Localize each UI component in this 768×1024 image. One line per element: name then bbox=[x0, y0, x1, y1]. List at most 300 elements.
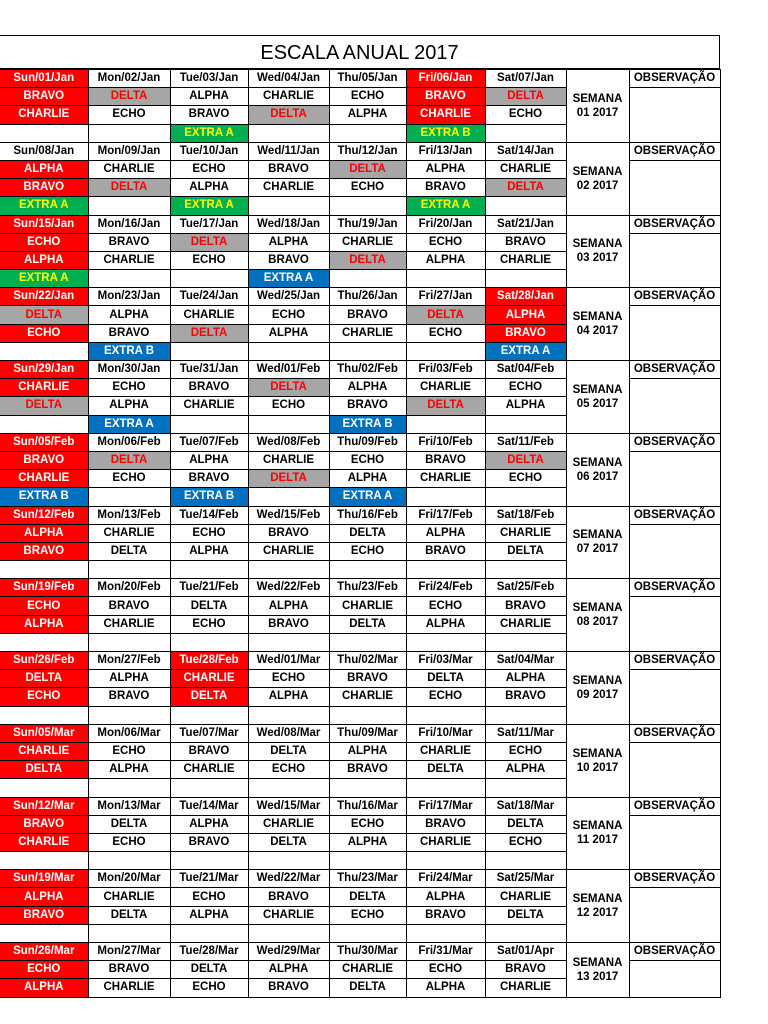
shift-cell: ECHO bbox=[248, 761, 329, 779]
day-header-cell: Tue/28/Mar bbox=[170, 943, 248, 961]
shift-cell: BRAVO bbox=[248, 615, 329, 633]
day-header-cell: Sat/14/Jan bbox=[485, 142, 566, 160]
shift-cell: ECHO bbox=[329, 179, 406, 197]
shift-cell: ALPHA bbox=[0, 160, 88, 178]
extra-cell bbox=[329, 633, 406, 651]
day-header-cell: Fri/24/Mar bbox=[406, 870, 485, 888]
shift-cell: CHARLIE bbox=[170, 670, 248, 688]
shift-cell: BRAVO bbox=[485, 324, 566, 342]
shift-cell: CHARLIE bbox=[248, 906, 329, 924]
shift-cell: DELTA bbox=[170, 688, 248, 706]
day-header-cell: Tue/21/Mar bbox=[170, 870, 248, 888]
extra-cell bbox=[88, 779, 170, 797]
day-header-cell: Tue/21/Feb bbox=[170, 579, 248, 597]
observation-field[interactable] bbox=[629, 597, 720, 652]
extra-cell bbox=[170, 779, 248, 797]
extra-cell bbox=[88, 561, 170, 579]
shift-cell: BRAVO bbox=[485, 688, 566, 706]
day-header-cell: Fri/03/Feb bbox=[406, 361, 485, 379]
shift-cell: DELTA bbox=[88, 815, 170, 833]
shift-cell: ECHO bbox=[170, 160, 248, 178]
extra-cell bbox=[248, 924, 329, 942]
observation-field[interactable] bbox=[629, 742, 720, 797]
day-header-cell: Mon/27/Mar bbox=[88, 943, 170, 961]
extra-cell: EXTRA B bbox=[88, 342, 170, 360]
day-header-cell: Sat/11/Feb bbox=[485, 433, 566, 451]
day-header-cell: Tue/10/Jan bbox=[170, 142, 248, 160]
shift-cell: CHARLIE bbox=[329, 233, 406, 251]
extra-cell bbox=[88, 706, 170, 724]
shift-cell: ALPHA bbox=[485, 670, 566, 688]
shift-cell: ALPHA bbox=[0, 888, 88, 906]
extra-cell bbox=[329, 342, 406, 360]
day-header-cell: Thu/09/Mar bbox=[329, 724, 406, 742]
day-header-cell: Wed/18/Jan bbox=[248, 215, 329, 233]
shift-cell: ALPHA bbox=[170, 179, 248, 197]
extra-cell bbox=[329, 197, 406, 215]
day-header-cell: Thu/02/Feb bbox=[329, 361, 406, 379]
day-header-cell: Wed/22/Mar bbox=[248, 870, 329, 888]
shift-cell: DELTA bbox=[485, 815, 566, 833]
shift-cell: BRAVO bbox=[329, 761, 406, 779]
shift-cell: DELTA bbox=[485, 906, 566, 924]
day-header-cell: Mon/20/Mar bbox=[88, 870, 170, 888]
extra-cell: EXTRA B bbox=[0, 488, 88, 506]
shift-cell: DELTA bbox=[0, 761, 88, 779]
extra-cell bbox=[88, 197, 170, 215]
day-header-cell: Wed/01/Feb bbox=[248, 361, 329, 379]
shift-cell: ALPHA bbox=[88, 670, 170, 688]
day-header-cell: Mon/16/Jan bbox=[88, 215, 170, 233]
shift-cell: ECHO bbox=[485, 470, 566, 488]
shift-cell: CHARLIE bbox=[485, 160, 566, 178]
extra-cell bbox=[406, 633, 485, 651]
extra-cell bbox=[485, 561, 566, 579]
week-label: SEMANA 12 2017 bbox=[566, 870, 629, 943]
day-header-cell: Sun/12/Mar bbox=[0, 797, 88, 815]
shift-cell: ECHO bbox=[0, 688, 88, 706]
shift-cell: DELTA bbox=[329, 251, 406, 269]
shift-cell: BRAVO bbox=[329, 397, 406, 415]
shift-cell: DELTA bbox=[329, 160, 406, 178]
observation-header: OBSERVAÇÃO bbox=[629, 943, 720, 961]
week-row bbox=[0, 142, 720, 160]
extra-cell bbox=[485, 270, 566, 288]
week-label: SEMANA 02 2017 bbox=[566, 142, 629, 215]
shift-cell: CHARLIE bbox=[406, 470, 485, 488]
day-header-cell: Mon/09/Jan bbox=[88, 142, 170, 160]
shift-cell: ALPHA bbox=[170, 906, 248, 924]
day-header-cell: Mon/13/Mar bbox=[88, 797, 170, 815]
extra-cell bbox=[170, 561, 248, 579]
shift-cell: ALPHA bbox=[406, 524, 485, 542]
shift-cell: BRAVO bbox=[0, 542, 88, 560]
extra-cell bbox=[329, 706, 406, 724]
shift-cell: CHARLIE bbox=[248, 815, 329, 833]
extra-cell bbox=[88, 633, 170, 651]
shift-cell: DELTA bbox=[170, 961, 248, 979]
week-row bbox=[0, 70, 720, 88]
extra-cell: EXTRA A bbox=[329, 488, 406, 506]
shift-cell: ECHO bbox=[88, 106, 170, 124]
shift-cell: CHARLIE bbox=[329, 961, 406, 979]
extra-cell bbox=[485, 633, 566, 651]
shift-cell: ALPHA bbox=[406, 251, 485, 269]
observation-field[interactable] bbox=[629, 306, 720, 361]
day-header-cell: Thu/30/Mar bbox=[329, 943, 406, 961]
shift-cell: ALPHA bbox=[88, 306, 170, 324]
shift-cell: BRAVO bbox=[485, 961, 566, 979]
extra-cell: EXTRA B bbox=[406, 124, 485, 142]
day-header-cell: Wed/08/Mar bbox=[248, 724, 329, 742]
shift-cell: ALPHA bbox=[406, 979, 485, 997]
week-label: SEMANA 10 2017 bbox=[566, 724, 629, 797]
shift-cell: CHARLIE bbox=[0, 833, 88, 851]
day-header-cell: Sun/19/Feb bbox=[0, 579, 88, 597]
observation-field[interactable] bbox=[629, 379, 720, 434]
shift-cell: DELTA bbox=[248, 379, 329, 397]
day-header-cell: Fri/27/Jan bbox=[406, 288, 485, 306]
shift-cell: BRAVO bbox=[485, 233, 566, 251]
extra-cell: EXTRA A bbox=[485, 342, 566, 360]
shift-cell: ALPHA bbox=[329, 379, 406, 397]
week-label: SEMANA 08 2017 bbox=[566, 579, 629, 652]
shift-cell: CHARLIE bbox=[485, 615, 566, 633]
day-header-cell: Sun/15/Jan bbox=[0, 215, 88, 233]
shift-cell: BRAVO bbox=[0, 451, 88, 469]
shift-cell: ECHO bbox=[170, 979, 248, 997]
shift-cell: BRAVO bbox=[485, 597, 566, 615]
shift-cell: ALPHA bbox=[248, 324, 329, 342]
extra-cell bbox=[406, 852, 485, 870]
shift-cell: CHARLIE bbox=[170, 306, 248, 324]
day-header-cell: Sat/04/Mar bbox=[485, 652, 566, 670]
extra-cell bbox=[329, 852, 406, 870]
shift-cell: ECHO bbox=[329, 542, 406, 560]
shift-cell: CHARLIE bbox=[88, 615, 170, 633]
day-header-cell: Sat/01/Apr bbox=[485, 943, 566, 961]
sheet-title: ESCALA ANUAL 2017 bbox=[0, 35, 720, 69]
shift-cell: BRAVO bbox=[170, 106, 248, 124]
extra-cell bbox=[485, 852, 566, 870]
extra-cell bbox=[248, 415, 329, 433]
day-header-cell: Wed/01/Mar bbox=[248, 652, 329, 670]
shift-cell: ECHO bbox=[406, 961, 485, 979]
shift-cell: CHARLIE bbox=[170, 761, 248, 779]
shift-cell: ALPHA bbox=[170, 88, 248, 106]
day-header-cell: Tue/14/Feb bbox=[170, 506, 248, 524]
day-header-cell: Tue/07/Feb bbox=[170, 433, 248, 451]
shift-cell: DELTA bbox=[485, 88, 566, 106]
extra-cell bbox=[0, 924, 88, 942]
shift-cell: ALPHA bbox=[0, 251, 88, 269]
shift-cell: CHARLIE bbox=[406, 379, 485, 397]
shift-cell: CHARLIE bbox=[406, 742, 485, 760]
extra-cell bbox=[485, 124, 566, 142]
shift-cell: BRAVO bbox=[248, 524, 329, 542]
day-header-cell: Fri/24/Feb bbox=[406, 579, 485, 597]
week-label: SEMANA 13 2017 bbox=[566, 943, 629, 998]
shift-cell: ECHO bbox=[248, 670, 329, 688]
extra-cell bbox=[170, 924, 248, 942]
day-header-cell: Tue/07/Mar bbox=[170, 724, 248, 742]
extra-cell bbox=[88, 270, 170, 288]
day-header-cell: Tue/28/Feb bbox=[170, 652, 248, 670]
week-row bbox=[0, 797, 720, 815]
extra-cell: EXTRA A bbox=[406, 197, 485, 215]
shift-cell: CHARLIE bbox=[329, 324, 406, 342]
day-header-cell: Sun/01/Jan bbox=[0, 70, 88, 88]
shift-cell: ALPHA bbox=[0, 615, 88, 633]
extra-cell bbox=[248, 561, 329, 579]
shift-cell: BRAVO bbox=[88, 597, 170, 615]
shift-cell: BRAVO bbox=[88, 324, 170, 342]
shift-cell: ALPHA bbox=[329, 833, 406, 851]
day-header-cell: Thu/05/Jan bbox=[329, 70, 406, 88]
observation-header: OBSERVAÇÃO bbox=[629, 579, 720, 597]
observation-field[interactable] bbox=[629, 961, 720, 997]
extra-cell: EXTRA A bbox=[0, 270, 88, 288]
shift-cell: BRAVO bbox=[248, 888, 329, 906]
extra-cell bbox=[248, 706, 329, 724]
day-header-cell: Fri/06/Jan bbox=[406, 70, 485, 88]
extra-cell bbox=[248, 488, 329, 506]
shift-cell: BRAVO bbox=[329, 670, 406, 688]
observation-header: OBSERVAÇÃO bbox=[629, 652, 720, 670]
shift-cell: CHARLIE bbox=[329, 597, 406, 615]
extra-cell bbox=[170, 270, 248, 288]
observation-header: OBSERVAÇÃO bbox=[629, 506, 720, 524]
day-header-cell: Wed/15/Mar bbox=[248, 797, 329, 815]
extra-cell bbox=[485, 488, 566, 506]
extra-cell bbox=[248, 197, 329, 215]
day-header-cell: Wed/15/Feb bbox=[248, 506, 329, 524]
day-header-cell: Sun/26/Mar bbox=[0, 943, 88, 961]
shift-cell: DELTA bbox=[248, 742, 329, 760]
observation-field[interactable] bbox=[629, 815, 720, 870]
day-header-cell: Thu/12/Jan bbox=[329, 142, 406, 160]
shift-cell: BRAVO bbox=[406, 179, 485, 197]
day-header-cell: Sat/21/Jan bbox=[485, 215, 566, 233]
shift-cell: DELTA bbox=[170, 233, 248, 251]
extra-cell bbox=[248, 124, 329, 142]
observation-field[interactable] bbox=[629, 160, 720, 215]
extra-cell bbox=[0, 706, 88, 724]
extra-cell bbox=[329, 779, 406, 797]
day-header-cell: Mon/06/Feb bbox=[88, 433, 170, 451]
shift-cell: DELTA bbox=[406, 761, 485, 779]
extra-cell bbox=[248, 633, 329, 651]
day-header-cell: Sun/05/Feb bbox=[0, 433, 88, 451]
extra-cell bbox=[406, 779, 485, 797]
extra-cell: EXTRA B bbox=[329, 415, 406, 433]
shift-cell: CHARLIE bbox=[248, 88, 329, 106]
shift-cell: DELTA bbox=[329, 615, 406, 633]
shift-cell: CHARLIE bbox=[485, 979, 566, 997]
shift-cell: DELTA bbox=[248, 470, 329, 488]
shift-cell: BRAVO bbox=[170, 833, 248, 851]
shift-cell: DELTA bbox=[485, 542, 566, 560]
extra-cell bbox=[485, 779, 566, 797]
extra-cell bbox=[329, 270, 406, 288]
observation-field[interactable] bbox=[629, 233, 720, 288]
extra-cell bbox=[170, 706, 248, 724]
observation-header: OBSERVAÇÃO bbox=[629, 142, 720, 160]
shift-cell: CHARLIE bbox=[406, 106, 485, 124]
shift-cell: DELTA bbox=[170, 324, 248, 342]
shift-cell: DELTA bbox=[0, 306, 88, 324]
shift-cell: BRAVO bbox=[0, 88, 88, 106]
day-header-cell: Fri/13/Jan bbox=[406, 142, 485, 160]
schedule-table bbox=[0, 69, 721, 998]
extra-cell bbox=[485, 924, 566, 942]
shift-cell: DELTA bbox=[406, 306, 485, 324]
shift-cell: BRAVO bbox=[248, 251, 329, 269]
day-header-cell: Thu/16/Feb bbox=[329, 506, 406, 524]
day-header-cell: Wed/22/Feb bbox=[248, 579, 329, 597]
shift-cell: ECHO bbox=[170, 888, 248, 906]
shift-cell: DELTA bbox=[406, 397, 485, 415]
shift-cell: DELTA bbox=[485, 179, 566, 197]
shift-cell: CHARLIE bbox=[485, 888, 566, 906]
extra-cell bbox=[406, 270, 485, 288]
shift-cell: DELTA bbox=[88, 179, 170, 197]
shift-cell: DELTA bbox=[248, 106, 329, 124]
extra-cell bbox=[88, 124, 170, 142]
week-row bbox=[0, 288, 720, 306]
observation-field[interactable] bbox=[629, 888, 720, 943]
extra-cell bbox=[170, 633, 248, 651]
shift-cell: DELTA bbox=[88, 451, 170, 469]
day-header-cell: Fri/17/Mar bbox=[406, 797, 485, 815]
extra-cell bbox=[170, 415, 248, 433]
day-header-cell: Tue/17/Jan bbox=[170, 215, 248, 233]
day-header-cell: Fri/20/Jan bbox=[406, 215, 485, 233]
extra-cell bbox=[485, 706, 566, 724]
shift-cell: ECHO bbox=[0, 233, 88, 251]
extra-cell bbox=[406, 415, 485, 433]
shift-cell: BRAVO bbox=[248, 160, 329, 178]
shift-cell: ALPHA bbox=[248, 961, 329, 979]
shift-cell: BRAVO bbox=[88, 961, 170, 979]
observation-header: OBSERVAÇÃO bbox=[629, 215, 720, 233]
shift-cell: BRAVO bbox=[406, 815, 485, 833]
day-header-cell: Sat/18/Feb bbox=[485, 506, 566, 524]
shift-cell: ECHO bbox=[406, 688, 485, 706]
observation-field[interactable] bbox=[629, 451, 720, 506]
extra-cell bbox=[170, 342, 248, 360]
extra-cell bbox=[0, 124, 88, 142]
day-header-cell: Sun/08/Jan bbox=[0, 142, 88, 160]
shift-cell: BRAVO bbox=[406, 88, 485, 106]
day-header-cell: Tue/31/Jan bbox=[170, 361, 248, 379]
week-row bbox=[0, 943, 720, 961]
extra-cell bbox=[329, 124, 406, 142]
shift-cell: ECHO bbox=[248, 306, 329, 324]
day-header-cell: Mon/30/Jan bbox=[88, 361, 170, 379]
shift-cell: ECHO bbox=[485, 106, 566, 124]
shift-cell: BRAVO bbox=[170, 470, 248, 488]
shift-cell: BRAVO bbox=[170, 742, 248, 760]
shift-cell: ALPHA bbox=[170, 451, 248, 469]
observation-field[interactable] bbox=[629, 670, 720, 725]
observation-header: OBSERVAÇÃO bbox=[629, 361, 720, 379]
day-header-cell: Fri/10/Mar bbox=[406, 724, 485, 742]
shift-cell: ALPHA bbox=[248, 597, 329, 615]
observation-field[interactable] bbox=[629, 88, 720, 143]
extra-cell bbox=[406, 561, 485, 579]
week-row bbox=[0, 579, 720, 597]
shift-cell: CHARLIE bbox=[485, 251, 566, 269]
shift-cell: DELTA bbox=[248, 833, 329, 851]
shift-cell: ECHO bbox=[0, 597, 88, 615]
extra-cell bbox=[406, 488, 485, 506]
shift-cell: ECHO bbox=[88, 379, 170, 397]
extra-cell bbox=[485, 197, 566, 215]
shift-cell: CHARLIE bbox=[0, 379, 88, 397]
extra-cell bbox=[170, 852, 248, 870]
shift-cell: CHARLIE bbox=[248, 179, 329, 197]
extra-cell bbox=[329, 924, 406, 942]
day-header-cell: Sat/07/Jan bbox=[485, 70, 566, 88]
extra-cell: EXTRA A bbox=[170, 197, 248, 215]
shift-cell: BRAVO bbox=[88, 233, 170, 251]
day-header-cell: Sat/28/Jan bbox=[485, 288, 566, 306]
week-row bbox=[0, 652, 720, 670]
day-header-cell: Fri/10/Feb bbox=[406, 433, 485, 451]
extra-cell bbox=[406, 924, 485, 942]
shift-cell: ALPHA bbox=[406, 615, 485, 633]
shift-cell: CHARLIE bbox=[248, 542, 329, 560]
extra-cell bbox=[248, 779, 329, 797]
day-header-cell: Thu/02/Mar bbox=[329, 652, 406, 670]
week-row bbox=[0, 433, 720, 451]
shift-cell: CHARLIE bbox=[88, 251, 170, 269]
extra-cell bbox=[0, 561, 88, 579]
shift-cell: ALPHA bbox=[406, 160, 485, 178]
extra-cell bbox=[248, 852, 329, 870]
extra-cell: EXTRA A bbox=[0, 197, 88, 215]
shift-cell: CHARLIE bbox=[0, 742, 88, 760]
shift-cell: DELTA bbox=[406, 670, 485, 688]
shift-cell: ECHO bbox=[406, 233, 485, 251]
shift-cell: DELTA bbox=[88, 88, 170, 106]
shift-cell: CHARLIE bbox=[170, 397, 248, 415]
shift-cell: ECHO bbox=[329, 88, 406, 106]
shift-cell: DELTA bbox=[0, 670, 88, 688]
shift-cell: ECHO bbox=[88, 742, 170, 760]
week-label: SEMANA 04 2017 bbox=[566, 288, 629, 361]
observation-field[interactable] bbox=[629, 524, 720, 579]
shift-cell: BRAVO bbox=[0, 906, 88, 924]
day-header-cell: Thu/26/Jan bbox=[329, 288, 406, 306]
shift-cell: ALPHA bbox=[88, 761, 170, 779]
day-header-cell: Wed/04/Jan bbox=[248, 70, 329, 88]
week-label: SEMANA 01 2017 bbox=[566, 70, 629, 143]
observation-header: OBSERVAÇÃO bbox=[629, 870, 720, 888]
shift-cell: ECHO bbox=[485, 742, 566, 760]
day-header-cell: Wed/11/Jan bbox=[248, 142, 329, 160]
day-header-cell: Mon/06/Mar bbox=[88, 724, 170, 742]
shift-cell: ECHO bbox=[329, 451, 406, 469]
shift-cell: CHARLIE bbox=[88, 524, 170, 542]
shift-cell: ALPHA bbox=[248, 688, 329, 706]
observation-header: OBSERVAÇÃO bbox=[629, 70, 720, 88]
extra-cell bbox=[329, 561, 406, 579]
shift-cell: ECHO bbox=[329, 815, 406, 833]
day-header-cell: Thu/09/Feb bbox=[329, 433, 406, 451]
day-header-cell: Thu/19/Jan bbox=[329, 215, 406, 233]
